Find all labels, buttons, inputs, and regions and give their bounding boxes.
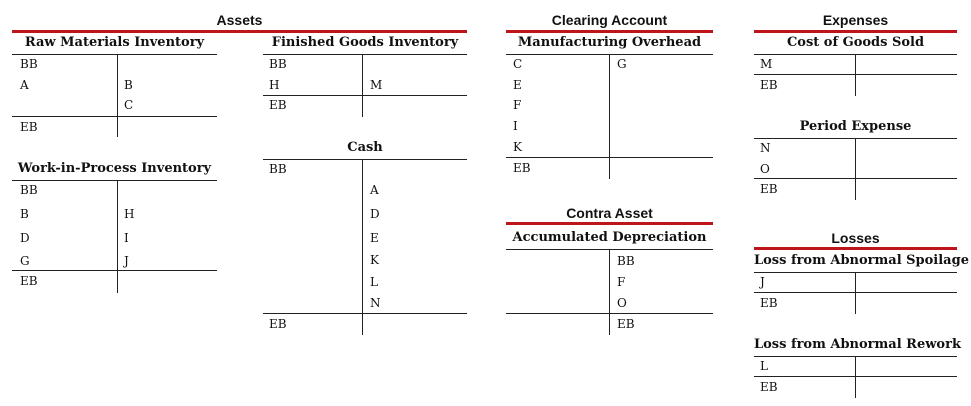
ending-balance: EB [760, 380, 778, 394]
category-assets-rule [12, 30, 467, 33]
t-account-work-in-process [12, 160, 217, 295]
ending-balance: EB [269, 317, 287, 331]
account-title: Cost of Goods Sold [786, 35, 925, 50]
debit-entry: N [760, 141, 771, 155]
t-account-period-expense [754, 118, 957, 202]
t-divider [362, 159, 363, 335]
debit-entry: H [269, 78, 280, 92]
account-title: Loss from Abnormal Spoilage [754, 253, 969, 268]
debit-entry: L [760, 359, 768, 373]
credit-entry: I [124, 231, 129, 245]
category-clearing-account-rule [506, 30, 713, 33]
t-account-accumulated-depreciation [506, 229, 713, 337]
t-divider [609, 249, 610, 335]
t-balance-line [754, 74, 957, 75]
credit-entry: E [370, 231, 379, 245]
debit-entry: J [760, 275, 765, 289]
credit-entry: L [370, 275, 378, 289]
account-title: Period Expense [799, 119, 912, 134]
ending-balance: EB [20, 120, 38, 134]
account-title: Raw Materials Inventory [24, 35, 205, 50]
t-top-line [263, 54, 467, 55]
account-title: Cash [347, 140, 383, 155]
t-divider [855, 138, 856, 200]
category-expenses: Expenses [822, 12, 889, 28]
account-title: Manufacturing Overhead [517, 35, 702, 50]
debit-entry: M [760, 57, 773, 71]
ending-balance: EB [617, 317, 635, 331]
debit-entry: G [20, 254, 30, 268]
t-top-line [12, 180, 217, 181]
category-losses: Losses [831, 230, 880, 246]
category-assets: Assets [216, 12, 263, 28]
t-account-raw-materials [12, 34, 217, 140]
debit-entry: C [513, 57, 523, 71]
t-top-line [12, 54, 217, 55]
t-balance-line [12, 116, 217, 117]
category-contra-asset: Contra Asset [566, 205, 653, 221]
account-title: Loss from Abnormal Rework [754, 337, 961, 352]
ending-balance: EB [20, 274, 38, 288]
ending-balance: EB [269, 98, 287, 112]
t-balance-line [754, 376, 957, 377]
t-balance-line [263, 95, 467, 96]
credit-entry: G [617, 57, 627, 71]
debit-entry: K [513, 140, 522, 154]
credit-entry: A [370, 183, 379, 197]
t-account-cost-of-goods-sold [754, 34, 957, 98]
credit-entry: K [370, 253, 379, 267]
debit-entry: I [513, 119, 518, 133]
debit-entry: BB [20, 57, 38, 71]
credit-entry: B [124, 78, 133, 92]
debit-entry: BB [269, 162, 287, 176]
credit-entry: C [124, 98, 134, 112]
debit-entry: D [20, 231, 30, 245]
category-contra-asset-rule [506, 222, 713, 225]
t-balance-line [754, 178, 957, 179]
t-account-abnormal-rework [754, 336, 961, 400]
t-account-cash [263, 139, 467, 337]
category-losses-rule [754, 247, 957, 250]
account-title: Accumulated Depreciation [512, 230, 707, 245]
credit-entry: F [617, 275, 626, 289]
debit-entry: E [513, 78, 522, 92]
credit-entry: M [370, 78, 383, 92]
debit-entry: BB [269, 57, 287, 71]
category-clearing-account: Clearing Account [551, 12, 668, 28]
t-account-manufacturing-overhead [506, 34, 713, 180]
t-account-finished-goods [263, 34, 467, 120]
t-account-abnormal-spoilage [754, 252, 969, 316]
debit-entry: F [513, 98, 522, 112]
t-divider [117, 54, 118, 137]
t-balance-line [263, 313, 467, 314]
t-divider [609, 54, 610, 179]
credit-entry: O [617, 296, 627, 310]
t-divider [855, 54, 856, 96]
t-divider [117, 180, 118, 293]
debit-entry: A [20, 78, 29, 92]
t-balance-line [506, 157, 713, 158]
t-divider [855, 356, 856, 398]
credit-entry: H [124, 207, 135, 221]
ending-balance: EB [760, 182, 778, 196]
account-title: Work-in-Process Inventory [17, 161, 212, 176]
t-divider [855, 272, 856, 314]
category-expenses-rule [754, 30, 957, 33]
t-top-line [263, 159, 467, 160]
t-balance-line [12, 270, 217, 271]
t-balance-line [754, 292, 957, 293]
credit-entry: D [370, 207, 380, 221]
credit-entry: J [124, 254, 129, 268]
debit-entry: B [20, 207, 29, 221]
ending-balance: EB [760, 296, 778, 310]
t-divider [362, 54, 363, 117]
t-balance-line [506, 313, 713, 314]
credit-entry: BB [617, 254, 635, 268]
debit-entry: O [760, 162, 770, 176]
ending-balance: EB [760, 78, 778, 92]
ending-balance: EB [513, 161, 531, 175]
credit-entry: N [370, 296, 381, 310]
debit-entry: BB [20, 183, 38, 197]
account-title: Finished Goods Inventory [271, 35, 459, 50]
